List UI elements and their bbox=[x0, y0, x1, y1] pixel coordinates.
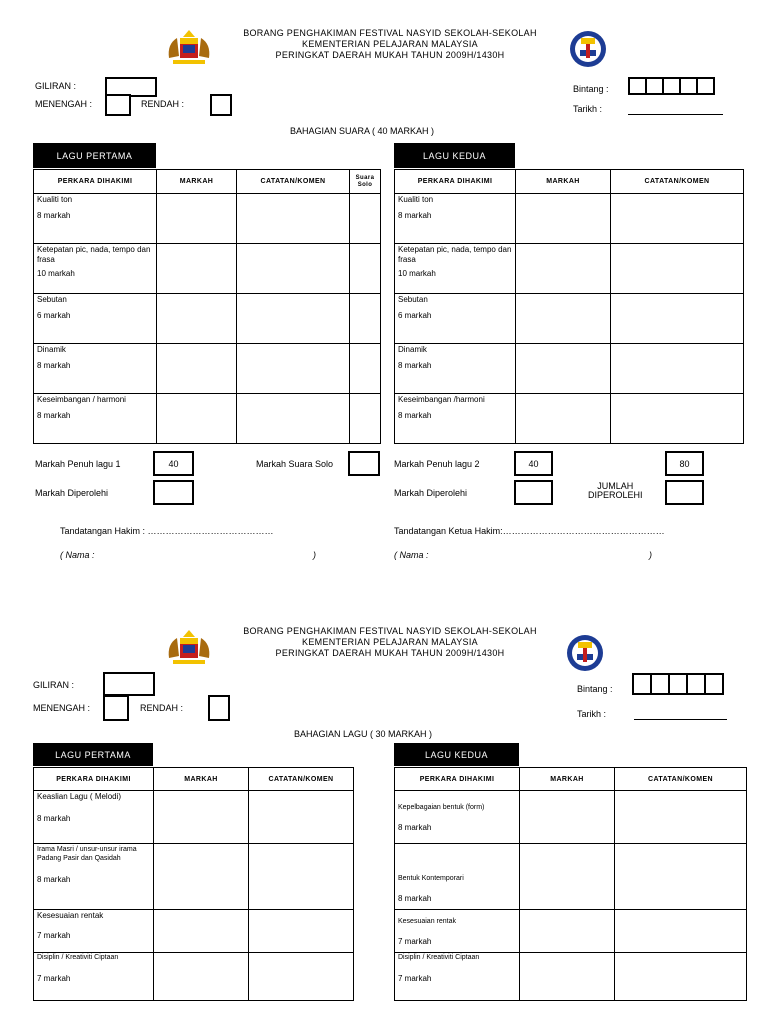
catatan-cell[interactable] bbox=[249, 910, 354, 953]
menengah-box[interactable] bbox=[103, 695, 129, 721]
tandatangan-hakim: Tandatangan Hakim : …………………………………… bbox=[60, 526, 274, 536]
ministry-logo bbox=[563, 632, 607, 676]
table-row: Dinamik 8 markah bbox=[34, 344, 157, 394]
table-row: Kepelbagaian bentuk (form) 8 markah bbox=[395, 791, 520, 844]
markah-penuh-1-label: Markah Penuh lagu 1 bbox=[35, 459, 121, 469]
total-box: 80 bbox=[665, 451, 704, 476]
section-title: BAHAGIAN LAGU ( 30 MARKAH ) bbox=[294, 729, 433, 739]
markah-cell[interactable] bbox=[154, 791, 249, 844]
markah-penuh-1-box: 40 bbox=[153, 451, 194, 476]
catatan-cell[interactable] bbox=[615, 910, 747, 953]
markah-cell[interactable] bbox=[157, 394, 237, 444]
catatan-cell[interactable] bbox=[611, 344, 744, 394]
catatan-cell[interactable] bbox=[611, 194, 744, 244]
table-row: Kesesuaian rentak 7 markah bbox=[34, 910, 154, 953]
markah-suara-solo-box[interactable] bbox=[348, 451, 380, 476]
rendah-label: RENDAH : bbox=[141, 99, 185, 109]
markah-cell[interactable] bbox=[516, 244, 611, 294]
giliran-label: GILIRAN : bbox=[33, 680, 75, 690]
menengah-label: MENENGAH : bbox=[33, 703, 91, 713]
col-markah: MARKAH bbox=[157, 170, 237, 194]
catatan-cell[interactable] bbox=[237, 294, 350, 344]
solo-cell[interactable] bbox=[350, 294, 381, 344]
header-line-3: PERINGKAT DAERAH MUKAH TAHUN 2009H/1430H bbox=[275, 648, 505, 658]
solo-cell[interactable] bbox=[350, 244, 381, 294]
markah-cell[interactable] bbox=[157, 294, 237, 344]
bintang-boxes[interactable] bbox=[630, 77, 715, 95]
lagu-kedua-band: LAGU KEDUA bbox=[394, 743, 519, 766]
suara-table-left bbox=[33, 169, 381, 444]
markah-diperolehi-box[interactable] bbox=[153, 480, 194, 505]
table-row: Kualiti ton 8 markah bbox=[34, 194, 157, 244]
markah-cell[interactable] bbox=[154, 844, 249, 910]
catatan-cell[interactable] bbox=[249, 953, 354, 1001]
col-suara-solo: Suara Solo bbox=[350, 170, 381, 194]
nama-ketua: ( Nama : bbox=[394, 550, 429, 560]
table-row: Sebutan 6 markah bbox=[34, 294, 157, 344]
bintang-boxes[interactable] bbox=[634, 673, 724, 695]
coat-of-arms-logo bbox=[163, 28, 215, 70]
form-header bbox=[220, 626, 560, 659]
header-line-1: BORANG PENGHAKIMAN FESTIVAL NASYID SEKOLAH-SEKOLAH bbox=[243, 626, 537, 636]
table-row: Dinamik 8 markah bbox=[395, 344, 516, 394]
catatan-cell[interactable] bbox=[237, 244, 350, 294]
markah-diperolehi-2-label: Markah Diperolehi bbox=[394, 488, 468, 498]
tarikh-line[interactable] bbox=[634, 709, 727, 720]
lagu-table-left bbox=[33, 767, 354, 1001]
catatan-cell[interactable] bbox=[611, 394, 744, 444]
table-row: Disiplin / Kreativiti Ciptaan 7 markah bbox=[395, 953, 520, 1001]
lagu-pertama-band: LAGU PERTAMA bbox=[33, 143, 156, 168]
tarikh-label: Tarikh : bbox=[577, 709, 607, 719]
catatan-cell[interactable] bbox=[611, 244, 744, 294]
markah-suara-solo-label: Markah Suara Solo bbox=[256, 459, 334, 469]
catatan-cell[interactable] bbox=[615, 791, 747, 844]
markah-cell[interactable] bbox=[516, 344, 611, 394]
markah-cell[interactable] bbox=[516, 194, 611, 244]
col-perkara: PERKARA DIHAKIMI bbox=[395, 170, 516, 194]
col-perkara: PERKARA DIHAKIMI bbox=[34, 768, 154, 791]
col-perkara: PERKARA DIHAKIMI bbox=[395, 768, 520, 791]
header-line-2: KEMENTERIAN PELAJARAN MALAYSIA bbox=[302, 39, 478, 49]
section-title: BAHAGIAN SUARA ( 40 MARKAH ) bbox=[290, 126, 435, 136]
col-markah: MARKAH bbox=[154, 768, 249, 791]
solo-cell[interactable] bbox=[350, 194, 381, 244]
menengah-box[interactable] bbox=[105, 94, 131, 116]
nama-hakim: ( Nama : bbox=[60, 550, 95, 560]
markah-cell[interactable] bbox=[520, 953, 615, 1001]
suara-table-right bbox=[394, 169, 744, 444]
tarikh-line[interactable] bbox=[628, 104, 723, 115]
ministry-logo bbox=[566, 28, 610, 72]
tandatangan-ketua-hakim: Tandatangan Ketua Hakim:……………………………………………… bbox=[394, 526, 665, 536]
catatan-cell[interactable] bbox=[615, 844, 747, 910]
catatan-cell[interactable] bbox=[611, 294, 744, 344]
catatan-cell[interactable] bbox=[249, 844, 354, 910]
menengah-label: MENENGAH : bbox=[35, 99, 93, 109]
markah-cell[interactable] bbox=[157, 344, 237, 394]
col-catatan: CATATAN/KOMEN bbox=[611, 170, 744, 194]
col-markah: MARKAH bbox=[516, 170, 611, 194]
bintang-label: Bintang : bbox=[573, 84, 609, 94]
markah-cell[interactable] bbox=[154, 910, 249, 953]
col-markah: MARKAH bbox=[520, 768, 615, 791]
header-line-2: KEMENTERIAN PELAJARAN MALAYSIA bbox=[302, 637, 478, 647]
header-line-3: PERINGKAT DAERAH MUKAH TAHUN 2009H/1430H bbox=[275, 50, 505, 60]
nama-ketua-close: ) bbox=[649, 550, 652, 560]
rendah-box[interactable] bbox=[208, 695, 230, 721]
table-row: Keaslian Lagu ( Melodi) 8 markah bbox=[34, 791, 154, 844]
table-row: Irama Masri / unsur-unsur irama Padang Pasir dan Qasidah 8 markah bbox=[34, 844, 154, 910]
table-row: Ketepatan pic, nada, tempo dan frasa 10 markah bbox=[395, 244, 516, 294]
catatan-cell[interactable] bbox=[237, 194, 350, 244]
markah-cell[interactable] bbox=[154, 953, 249, 1001]
markah-penuh-2-label: Markah Penuh lagu 2 bbox=[394, 459, 480, 469]
table-row: Keseimbangan / harmoni 8 markah bbox=[34, 394, 157, 444]
giliran-label: GILIRAN : bbox=[35, 81, 77, 91]
markah-cell[interactable] bbox=[520, 791, 615, 844]
table-row: Kesesuaian rentak 7 markah bbox=[395, 910, 520, 953]
table-row: Ketepatan pic, nada, tempo dan frasa 10 markah bbox=[34, 244, 157, 294]
table-row: Bentuk Kontemporari 8 markah bbox=[395, 844, 520, 910]
col-catatan: CATATAN/KOMEN bbox=[237, 170, 350, 194]
catatan-cell[interactable] bbox=[249, 791, 354, 844]
catatan-cell[interactable] bbox=[615, 953, 747, 1001]
markah-diperolehi-2-box[interactable] bbox=[514, 480, 553, 505]
markah-cell[interactable] bbox=[520, 844, 615, 910]
giliran-box[interactable] bbox=[103, 672, 155, 696]
col-catatan: CATATAN/KOMEN bbox=[615, 768, 747, 791]
lagu-table-right bbox=[394, 767, 747, 1001]
markah-cell[interactable] bbox=[157, 244, 237, 294]
solo-cell[interactable] bbox=[350, 344, 381, 394]
markah-penuh-2-box: 40 bbox=[514, 451, 553, 476]
table-row: Kualiti ton 8 markah bbox=[395, 194, 516, 244]
header-line-1: BORANG PENGHAKIMAN FESTIVAL NASYID SEKOLAH-SEKOLAH bbox=[243, 28, 537, 38]
coat-of-arms-logo bbox=[163, 628, 215, 670]
tarikh-label: Tarikh : bbox=[573, 104, 603, 114]
lagu-kedua-band: LAGU KEDUA bbox=[394, 143, 515, 168]
col-perkara: PERKARA DIHAKIMI bbox=[34, 170, 157, 194]
form-header bbox=[220, 28, 560, 61]
solo-cell[interactable] bbox=[350, 394, 381, 444]
table-row: Sebutan 6 markah bbox=[395, 294, 516, 344]
bintang-label: Bintang : bbox=[577, 684, 613, 694]
markah-cell[interactable] bbox=[520, 910, 615, 953]
rendah-label: RENDAH : bbox=[140, 703, 184, 713]
catatan-cell[interactable] bbox=[237, 394, 350, 444]
jumlah-box[interactable] bbox=[665, 480, 704, 505]
catatan-cell[interactable] bbox=[237, 344, 350, 394]
markah-cell[interactable] bbox=[157, 194, 237, 244]
markah-diperolehi-label: Markah Diperolehi bbox=[35, 488, 109, 498]
markah-cell[interactable] bbox=[516, 394, 611, 444]
rendah-box[interactable] bbox=[210, 94, 232, 116]
table-row: Disiplin / Kreativiti Ciptaan 7 markah bbox=[34, 953, 154, 1001]
table-row: Keseimbangan /harmoni 8 markah bbox=[395, 394, 516, 444]
nama-hakim-close: ) bbox=[313, 550, 316, 560]
col-catatan: CATATAN/KOMEN bbox=[249, 768, 354, 791]
jumlah-label: JUMLAH DIPEROLEHI bbox=[588, 481, 643, 500]
markah-cell[interactable] bbox=[516, 294, 611, 344]
lagu-pertama-band: LAGU PERTAMA bbox=[33, 743, 153, 766]
